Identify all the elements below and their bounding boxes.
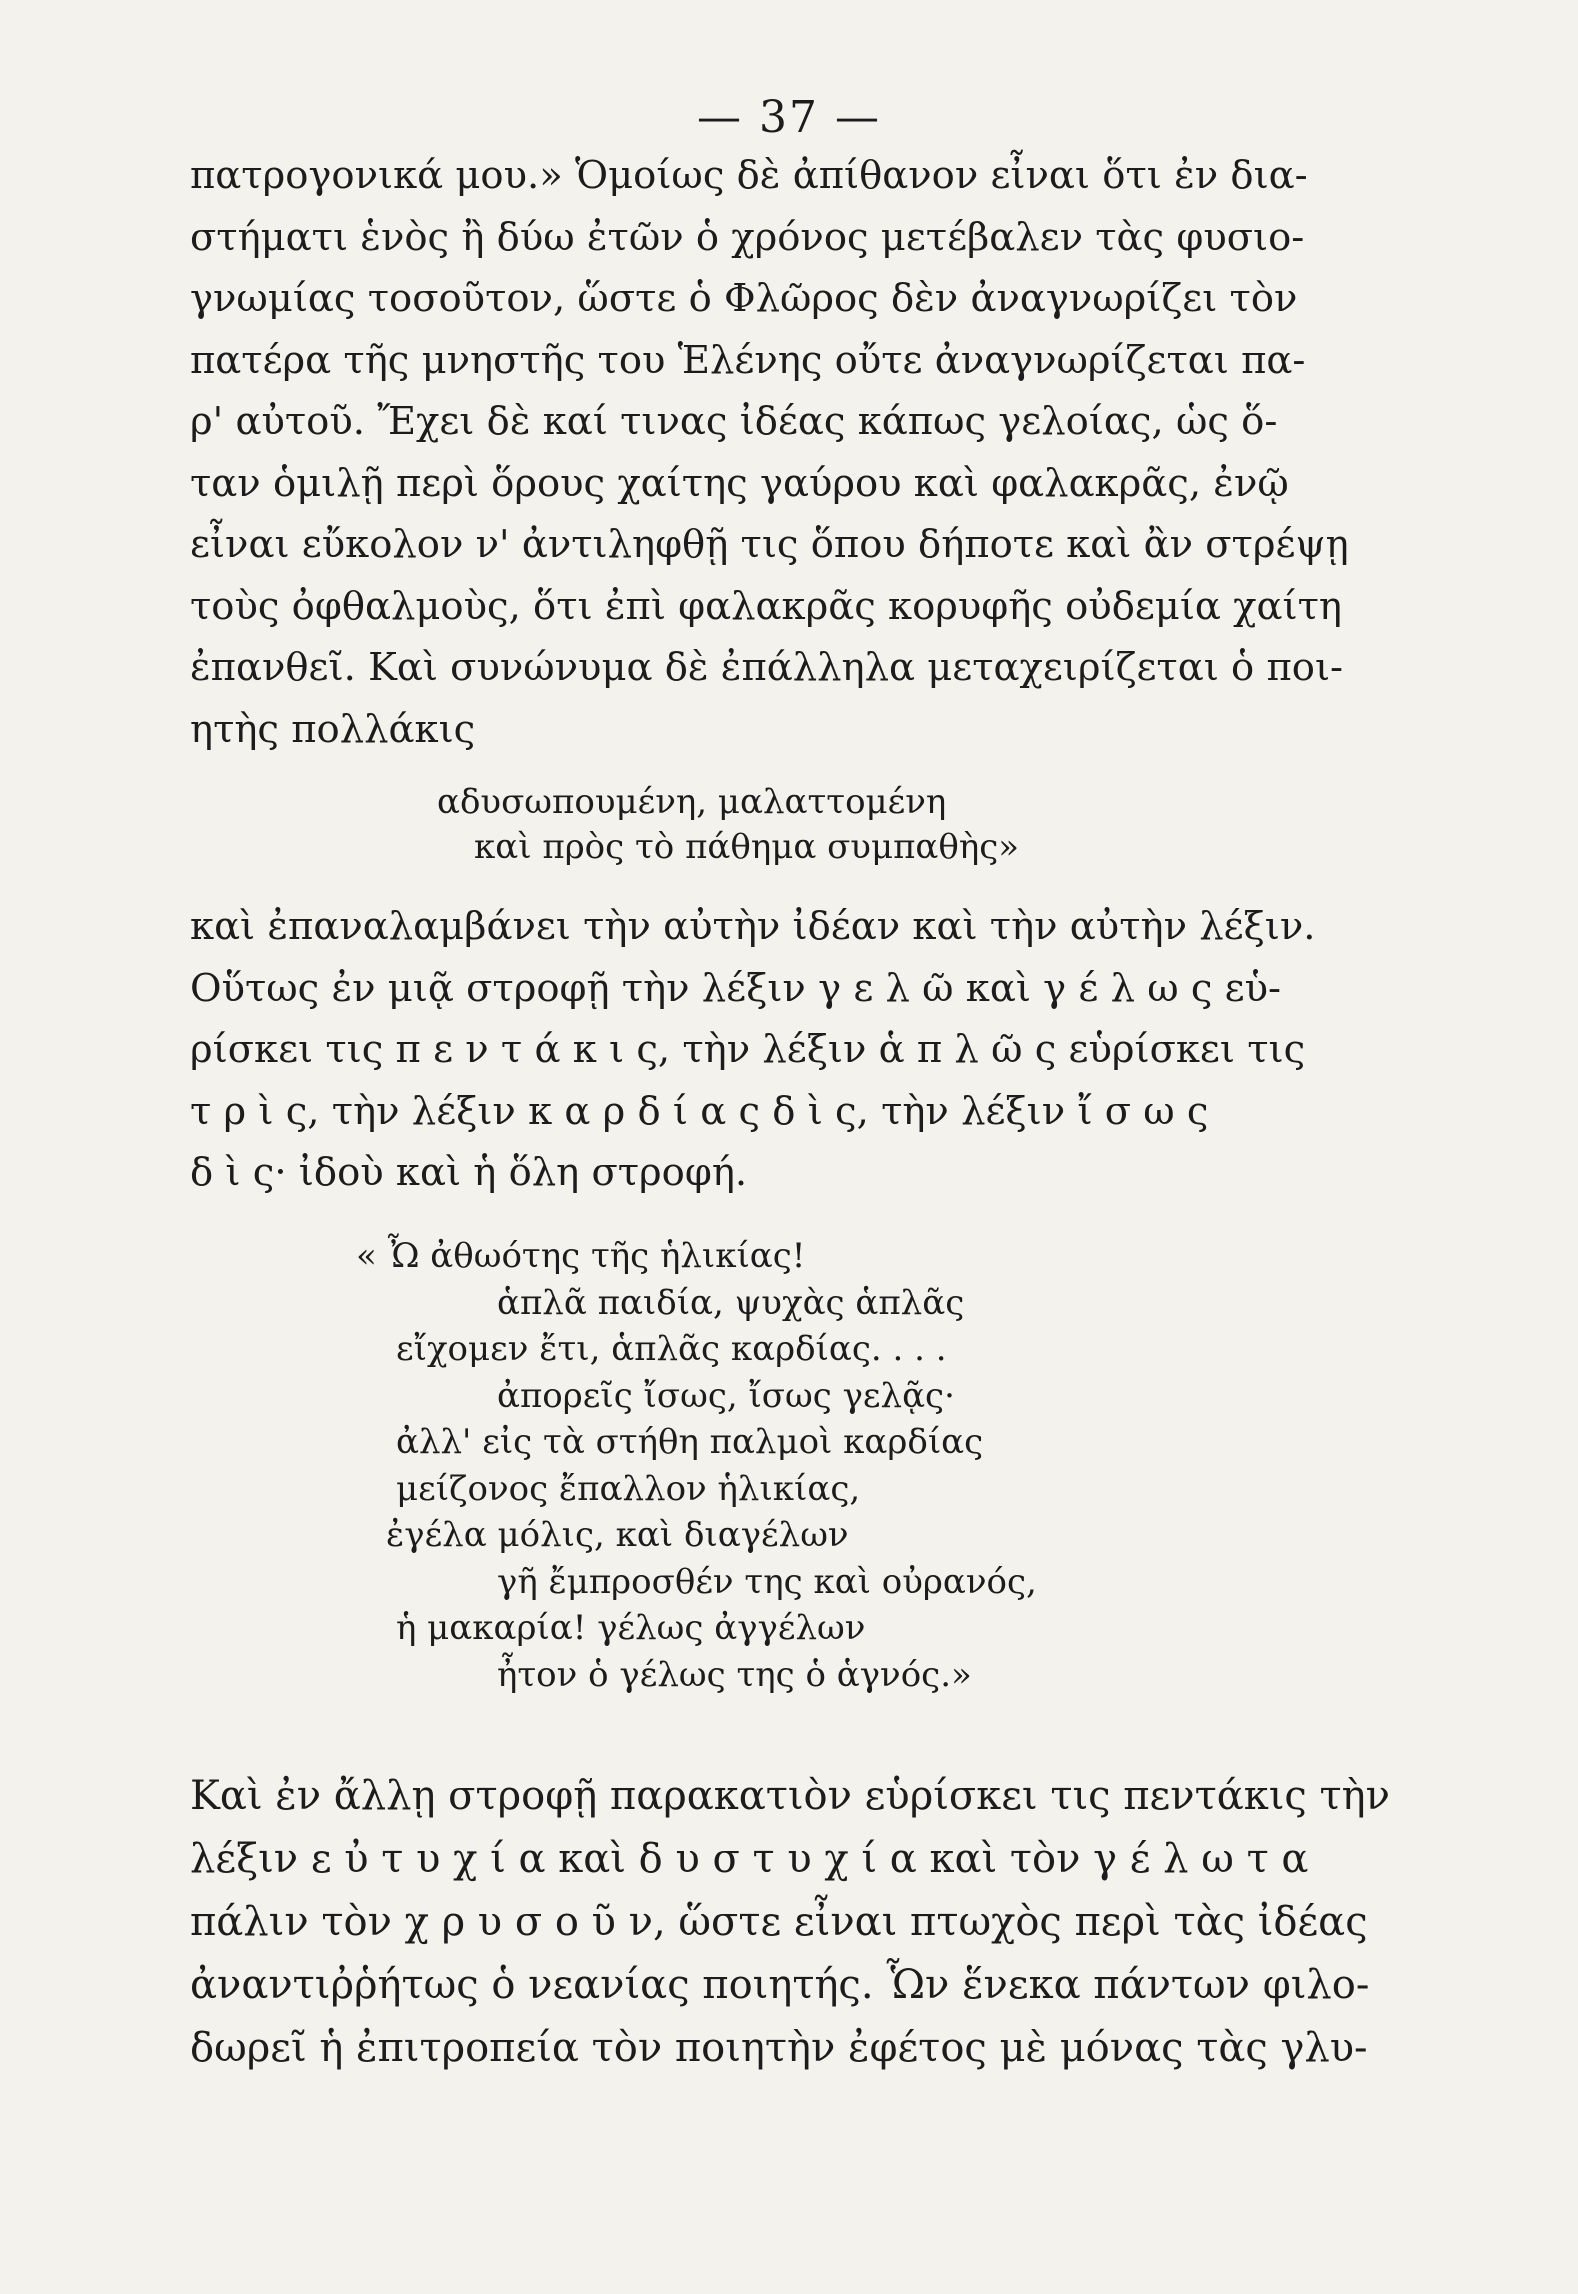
text-line: Καὶ ἐν ἄλλῃ στροφῇ παρακατιὸν εὑρίσκει τις πεντάκις τὴν [190,1773,1390,1819]
verse-text: μείζονος ἔπαλλον ἡλικίας, [396,1468,861,1509]
text-line: δωρεῖ ἡ ἐπιτροπεία τὸν ποιητὴν ἐφέτος μὲ μόνας τὰς γλυ- [190,2025,1368,2071]
verse-text: ἦτον ὁ γέλως της ὁ ἁγνός.» [497,1654,972,1695]
page-number: — 37 — [697,92,881,143]
text-line: τοὺς ὀφθαλμοὺς, ὅτι ἐπὶ φαλακρᾶς κορυφῆς οὐδεμία χαίτη [190,583,1342,629]
verse-line [0,1327,1578,1374]
text-line: πατρογονικά μου.» Ὁμοίως δὲ ἀπίθανον εἶναι ὅτι ἐν δια- [190,153,1308,198]
verse-line [0,780,1578,825]
verse-line [0,1653,1578,1700]
text-line: ρ' αὐτοῦ. Ἔχει δὲ καί τινας ἰδέας κάπως γελοίας, ὡς ὅ- [190,399,1278,444]
verse-text: « Ὦ ἀθωότης τῆς ἡλικίας! [356,1236,806,1276]
text-line: τ ρ ὶ ς, τὴν λέξιν κ α ρ δ ί α ς δ ὶ ς, τὴν λέξιν ἴ σ ω ς [190,1088,1209,1134]
verse-text: ἐγέλα μόλις, καὶ διαγέλων [386,1515,849,1555]
verse-line [0,1606,1578,1653]
verse-line [0,825,1578,870]
verse-text: καὶ πρὸς τὸ πάθημα συμπαθὴς» [474,827,1020,867]
verse-line [0,1513,1578,1560]
verse-line [0,1234,1578,1281]
text-line: πατέρα τῆς μνηστῆς του Ἑλένης οὔτε ἀναγνωρίζεται πα- [190,337,1306,383]
text-line: δ ὶ ς· ἰδοὺ καὶ ἡ ὅλη στροφή. [190,1150,748,1195]
verse-line [0,1281,1578,1328]
text-line: ρίσκει τις π ε ν τ ά κ ι ς, τὴν λέξιν ἁ π λ ῶ ς εὑρίσκει τις [190,1027,1306,1072]
text-line: Οὕτως ἐν μιᾷ στροφῇ τὴν λέξιν γ ε λ ῶ καὶ γ έ λ ω ς εὑ- [190,965,1282,1011]
verse-text: ἀλλ' εἰς τὰ στήθη παλμοὶ καρδίας [396,1422,984,1462]
verse-text: ἡ μακαρία! γέλως ἀγγέλων [396,1608,866,1648]
verse-quote-2 [0,1234,1578,1699]
verse-text: εἴχομεν ἔτι, ἁπλᾶς καρδίας. . . . [396,1329,947,1369]
verse-text: ἀπορεῖς ἴσως, ἴσως γελᾷς· [497,1375,955,1416]
text-line: ητὴς πολλάκις [190,706,476,752]
verse-text: αδυσωπουμένη, μαλαττομένη [437,782,947,822]
text-line: γνωμίας τοσοῦτον, ὥστε ὁ Φλῶρος δὲν ἀναγνωρίζει τὸν [190,276,1298,321]
paragraph-2 [190,896,1325,1204]
paragraph-1 [190,145,1349,760]
verse-line [0,1560,1578,1607]
paragraph-3 [190,1765,1390,2080]
text-line: στήματι ἑνὸς ἢ δύω ἐτῶν ὁ χρόνος μετέβαλεν τὰς φυσιο- [190,214,1305,260]
text-line: εἶναι εὔκολον ν' ἀντιληφθῇ τις ὅπου δήποτε καὶ ἂν στρέψῃ [190,522,1349,567]
verse-text: ἁπλᾶ παιδία, ψυχὰς ἁπλᾶς [497,1282,965,1323]
text-line: καὶ ἐπαναλαμβάνει τὴν αὐτὴν ἰδέαν καὶ τὴν αὐτὴν λέξιν. [190,904,1316,949]
text-line: πάλιν τὸν χ ρ υ σ ο ῦ ν, ὥστε εἶναι πτωχὸς περὶ τὰς ἰδέας [190,1899,1368,1945]
verse-line [0,1467,1578,1514]
text-line: ἐπανθεῖ. Καὶ συνώνυμα δὲ ἐπάλληλα μεταχειρίζεται ὁ ποι- [190,645,1344,690]
text-line: ἀναντιῤῥήτως ὁ νεανίας ποιητής. Ὧν ἕνεκα πάντων φιλο- [190,1962,1370,2008]
verse-line [0,1374,1578,1421]
verse-line [0,1420,1578,1467]
verse-text: γῆ ἔμπροσθέν της καὶ οὐρανός, [497,1561,1037,1602]
verse-quote-1 [0,780,1578,870]
text-line: ταν ὁμιλῇ περὶ ὅρους χαίτης γαύρου καὶ φαλακρᾶς, ἐνῷ [190,460,1289,506]
text-line: λέξιν ε ὐ τ υ χ ί α καὶ δ υ σ τ υ χ ί α καὶ τὸν γ έ λ ω τ α [190,1836,1309,1882]
